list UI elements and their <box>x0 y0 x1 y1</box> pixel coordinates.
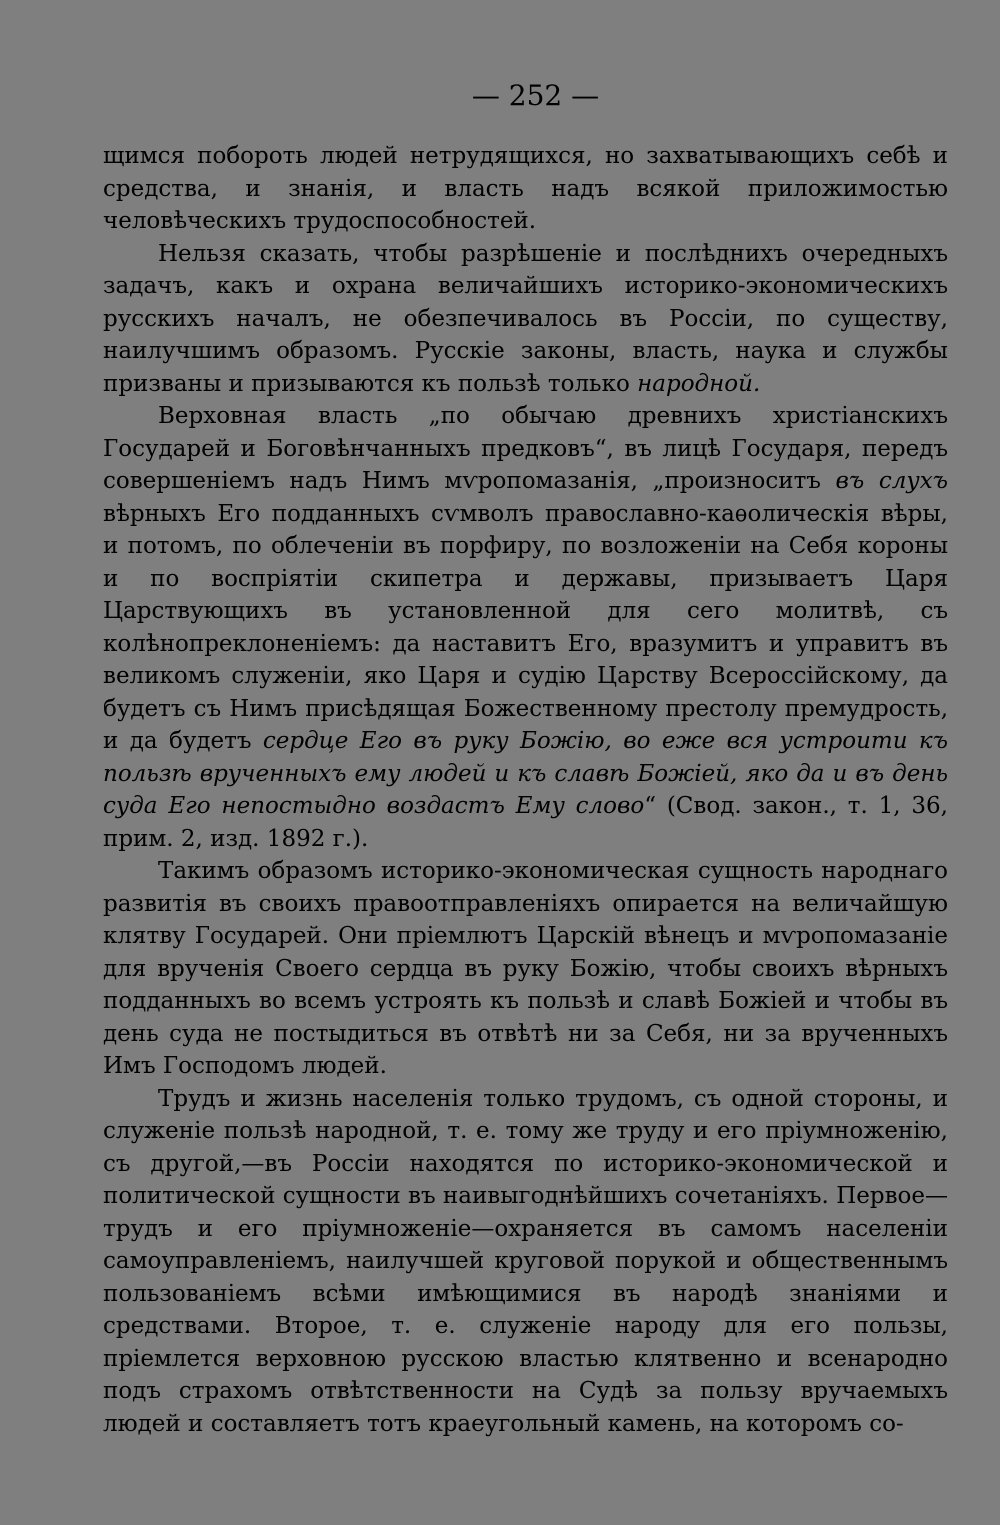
paragraph-2 <box>103 238 948 401</box>
paragraph-1 <box>103 140 948 238</box>
paragraph-4 <box>103 855 948 1083</box>
paragraph-text: вѣрныхъ Его подданныхъ сѵмволъ православно-каѳолическія вѣры, и потомъ, по облеченіи въ порфиру, по возложеніи на Себя короны и по воспріятіи скипетра и державы, призываетъ Царя Царствующихъ въ установленной для сего молитвѣ, съ колѣнопреклоненіемъ: да наставитъ Его, вразумитъ и управитъ въ великомъ служеніи, яко Царя и судію Царству Всероссійскому, да будетъ съ Нимъ присѣдящая Божественному престолу премудрость, и да будетъ <box>103 500 948 754</box>
italic-text: народной. <box>637 370 761 397</box>
paragraph-text: Верховная власть „по обычаю древнихъ христіанскихъ Государей и Боговѣнчанныхъ предковъ“, въ лицѣ Государя, передъ совершеніемъ надъ Нимъ мѵропомазанія, „произноситъ <box>103 403 948 494</box>
paragraph-text: Трудъ и жизнь населенія только трудомъ, съ одной стороны, и служеніе пользѣ народной, т. е. тому же труду и его пріумноженію, съ другой,—въ Россіи находятся по историко-экономической и политической сущности въ наивыгоднѣйшихъ сочетаніяхъ. Первое—трудъ и его пріумноженіе—охраняется въ самомъ населеніи самоуправленіемъ, наилучшей круговой порукой и общественнымъ пользованіемъ всѣми имѣющимися въ народѣ знаніями и средствами. Второе, т. е. служеніе народу для его пользы, пріемлется верховною русскою властью клятвенно и всенародно подъ страхомъ отвѣтственности на Судѣ за пользу вручаемыхъ людей и составляетъ тотъ краеугольный камень, на которомъ со- <box>103 1085 948 1437</box>
paragraph-text: Нельзя сказать, чтобы разрѣшеніе и послѣднихъ очередныхъ задачъ, какъ и охрана величайшихъ историко-экономическихъ русскихъ началъ, не обезпечивалось въ Россіи, по существу, наилучшимъ образомъ. Русскіе законы, власть, наука и службы призваны и призываются къ пользѣ только <box>103 240 948 397</box>
italic-quote: сердце Его въ руку Божію, во еже вся устроити къ пользѣ врученныхъ ему людей и къ славѣ Божіей, яко да и въ день суда Его непостыдно воздастъ Ему слово <box>103 728 948 819</box>
paragraph-3 <box>103 400 948 855</box>
paragraph-text: Такимъ образомъ историко-экономическая сущность народнаго развитія въ своихъ правоотправленіяхъ опирается на величайшую клятву Государей. Они пріемлютъ Царскій вѣнецъ и мѵропомазаніе для врученія Своего сердца въ руку Божію, чтобы своихъ вѣрныхъ подданныхъ во всемъ устроять къ пользѣ и славѣ Божіей и чтобы въ день суда не постыдиться въ отвѣтѣ ни за Себя, ни за врученныхъ Имъ Господомъ людей. <box>103 858 948 1079</box>
page-number: — 252 — <box>471 79 600 112</box>
paragraph-text: “ (Свод. закон., т. 1, 36, прим. 2, изд. 1892 г.). <box>103 793 948 852</box>
paragraph-5 <box>103 1083 948 1441</box>
book-page <box>103 78 948 1440</box>
paragraph-text: щимся побороть людей нетрудящихся, но захватывающихъ себѣ и средства, и знанія, и власть надъ всякой приложимостью человѣческихъ трудоспособностей. <box>103 143 948 234</box>
italic-text: въ слухъ <box>835 468 948 494</box>
